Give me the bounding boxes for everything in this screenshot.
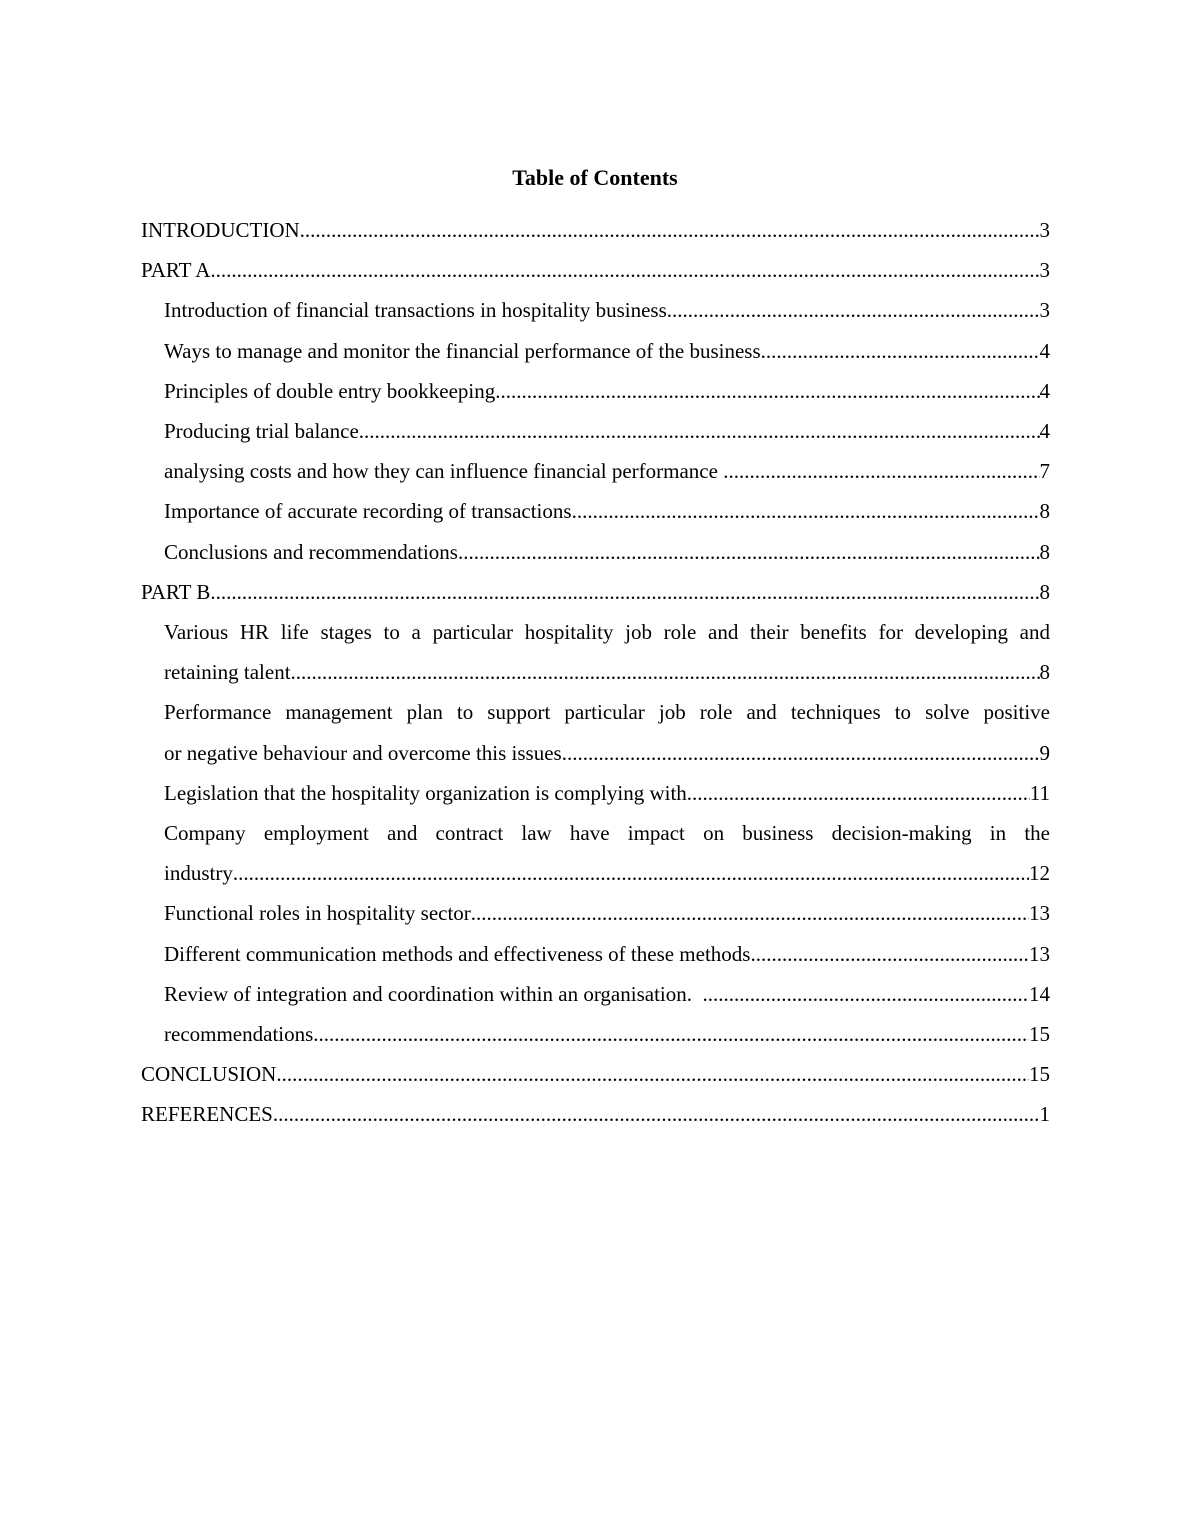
toc-entry-line — [164, 733, 1050, 773]
toc-entry[interactable] — [141, 451, 1050, 491]
toc-list — [141, 210, 1050, 1135]
toc-page-number: 1 — [1039, 1102, 1050, 1127]
toc-entry-line — [164, 290, 1050, 330]
dot-leader — [703, 974, 1030, 1014]
dot-leader — [210, 572, 1039, 612]
toc-entry-text: Different communication methods and effectiveness of these methods — [164, 941, 751, 966]
toc-page-number: 3 — [1039, 258, 1050, 283]
toc-page-number: 3 — [1039, 218, 1050, 242]
toc-entry[interactable] — [141, 813, 1050, 893]
dot-leader — [313, 1014, 1029, 1054]
toc-entry[interactable] — [141, 250, 1050, 290]
toc-entry-line — [164, 893, 1050, 933]
toc-entry[interactable] — [141, 692, 1050, 772]
toc-entry-line — [164, 652, 1050, 692]
toc-entry-text: Conclusions and recommendations — [164, 539, 458, 564]
toc-entry-line — [164, 411, 1050, 451]
dot-leader — [210, 250, 1039, 290]
dot-leader — [276, 1054, 1029, 1094]
toc-entry-text: Review of integration and coordination within an organisation. — [164, 981, 703, 1006]
toc-entry[interactable] — [141, 290, 1050, 330]
dot-leader — [761, 331, 1040, 371]
toc-page-number: 12 — [1029, 861, 1050, 886]
toc-page-number: 4 — [1039, 338, 1050, 363]
dot-leader — [233, 853, 1029, 893]
toc-entry-line — [141, 572, 1050, 612]
toc-entry-line — [164, 934, 1050, 974]
toc-page-number: 8 — [1039, 499, 1050, 524]
toc-entry-line — [141, 1094, 1050, 1134]
toc-entry-text: retaining talent — [164, 660, 291, 685]
toc-entry-text: Company employment and contract law have impact on business decision-making in the — [164, 821, 1050, 846]
toc-entry-line — [164, 451, 1050, 491]
toc-entry[interactable] — [141, 1014, 1050, 1054]
dot-leader — [471, 893, 1029, 933]
toc-entry[interactable] — [141, 411, 1050, 451]
dot-leader — [562, 733, 1040, 773]
toc-entry-line — [141, 1054, 1050, 1094]
toc-entry[interactable] — [141, 1054, 1050, 1094]
toc-entry-text: analysing costs and how they can influence financial performance — [164, 459, 724, 484]
toc-entry-line — [164, 974, 1050, 1014]
dot-leader — [723, 451, 1039, 491]
dot-leader — [300, 210, 1040, 250]
toc-page-number: 3 — [1039, 298, 1050, 323]
toc-entry[interactable] — [141, 491, 1050, 531]
toc-page-number: 9 — [1039, 740, 1050, 765]
toc-title: Table of Contents — [512, 165, 678, 190]
toc-entry-text: Legislation that the hospitality organization is complying with — [164, 780, 687, 805]
toc-entry-text: Ways to manage and monitor the financial performance of the business — [164, 338, 761, 363]
toc-entry-text: PART B — [141, 579, 211, 604]
toc-entry-text: or negative behaviour and overcome this issues — [164, 740, 562, 765]
toc-entry-text: industry — [164, 861, 233, 886]
toc-entry-line — [164, 773, 1050, 813]
toc-entry-text: Principles of double entry bookkeeping — [164, 378, 496, 403]
toc-entry-text: INTRODUCTION — [141, 218, 300, 242]
toc-page-number: 4 — [1039, 419, 1050, 444]
toc-entry-text: CONCLUSION — [141, 1062, 277, 1087]
toc-entry[interactable] — [141, 974, 1050, 1014]
toc-page-number: 11 — [1029, 780, 1050, 805]
dot-leader — [667, 290, 1040, 330]
dot-leader — [458, 532, 1040, 572]
toc-page-number: 8 — [1039, 539, 1050, 564]
toc-entry[interactable] — [141, 572, 1050, 612]
dot-leader — [750, 934, 1029, 974]
toc-entry-line — [141, 210, 1050, 250]
dot-leader — [495, 371, 1039, 411]
toc-page-number: 14 — [1029, 981, 1050, 1006]
toc-entry-line — [164, 371, 1050, 411]
toc-entry-text: Various HR life stages to a particular hospitality job role and their benefits for developing and — [164, 620, 1050, 645]
toc-entry[interactable] — [141, 893, 1050, 933]
toc-entry[interactable] — [141, 934, 1050, 974]
toc-entry-line — [164, 1014, 1050, 1054]
toc-entry-line — [164, 491, 1050, 531]
toc-page-number: 13 — [1029, 901, 1050, 926]
toc-page-number: 8 — [1039, 660, 1050, 685]
toc-entry-line — [164, 853, 1050, 893]
toc-entry-text: Functional roles in hospitality sector — [164, 901, 471, 926]
toc-entry[interactable] — [141, 1094, 1050, 1134]
toc-page-number: 7 — [1039, 459, 1050, 484]
toc-entry-text: Importance of accurate recording of transactions — [164, 499, 572, 524]
dot-leader — [687, 773, 1030, 813]
toc-entry-text: Introduction of financial transactions in hospitality business — [164, 298, 667, 323]
toc-entry-text: REFERENCES — [141, 1102, 273, 1127]
toc-entry[interactable] — [141, 371, 1050, 411]
toc-entry-text: recommendations — [164, 1022, 314, 1047]
toc-page-number: 4 — [1039, 378, 1050, 403]
dot-leader — [291, 652, 1040, 692]
toc-entry[interactable] — [141, 210, 1050, 250]
toc-page-number: 15 — [1029, 1022, 1050, 1047]
toc-entry-line — [164, 532, 1050, 572]
toc-entry-text: Performance management plan to support particular job role and techniques to solve positive — [164, 700, 1050, 725]
toc-entry[interactable] — [141, 532, 1050, 572]
dot-leader — [273, 1094, 1040, 1134]
toc-page-number: 8 — [1039, 579, 1050, 604]
toc-page-number: 15 — [1029, 1062, 1050, 1087]
toc-entry-line — [141, 250, 1050, 290]
toc-entry-text: PART A — [141, 258, 211, 283]
toc-entry[interactable] — [141, 773, 1050, 813]
toc-entry-text: Producing trial balance — [164, 419, 359, 444]
toc-entry[interactable] — [141, 331, 1050, 371]
toc-entry[interactable] — [141, 612, 1050, 692]
dot-leader — [572, 491, 1040, 531]
dot-leader — [359, 411, 1040, 451]
toc-entry-line — [164, 331, 1050, 371]
toc-page-number: 13 — [1029, 941, 1050, 966]
